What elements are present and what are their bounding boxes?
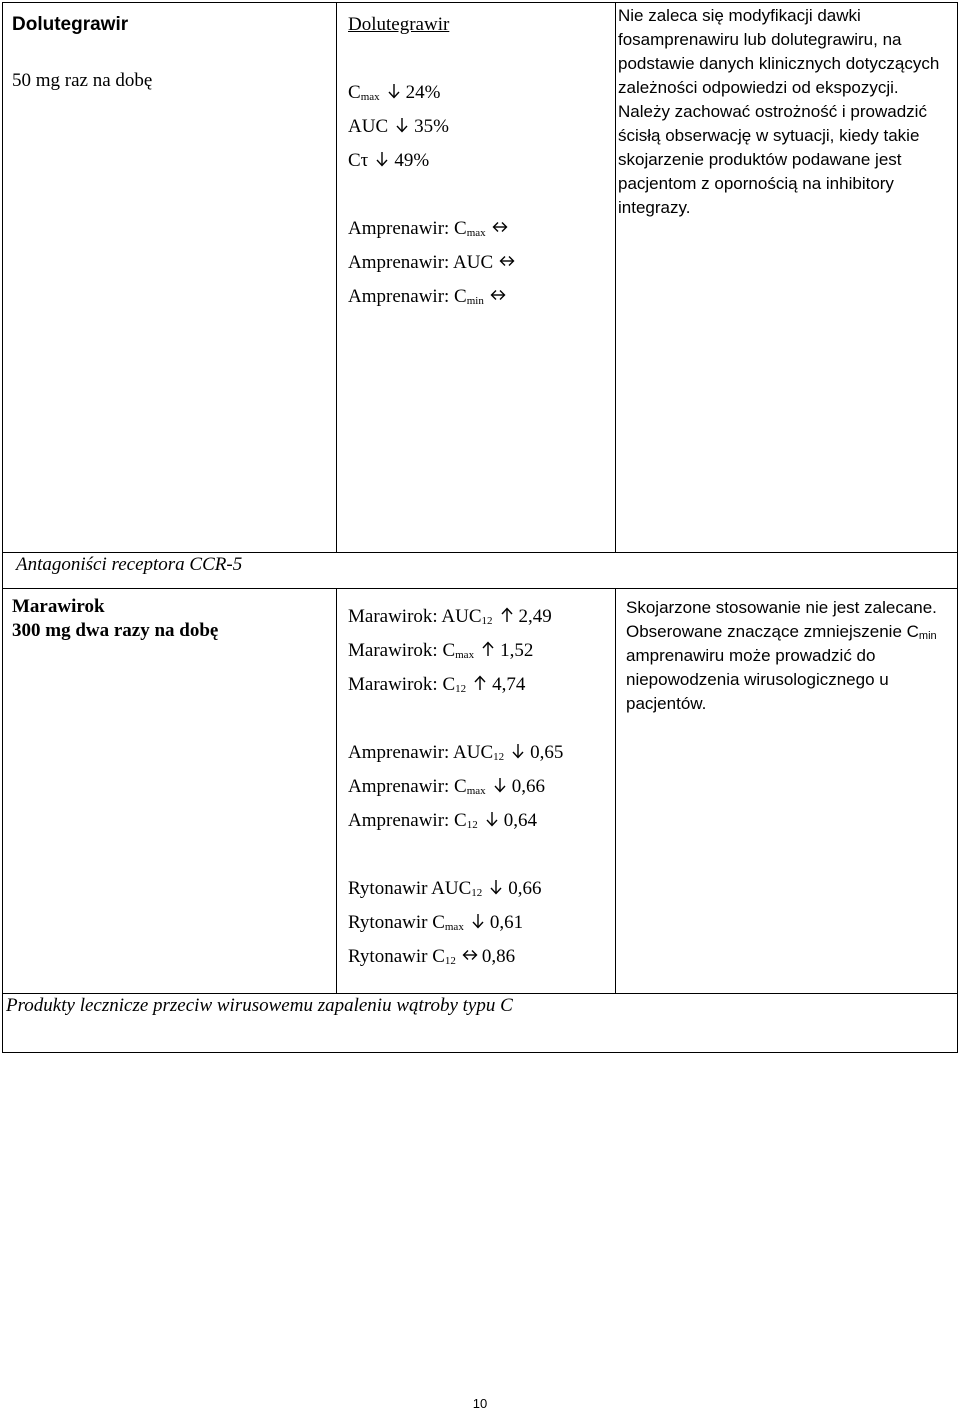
effect-subscript: 12 (455, 683, 467, 695)
effect-label: Marawirok: C (348, 640, 456, 661)
effect-value: 0,64 (503, 810, 537, 831)
effect-line (348, 640, 533, 662)
effect-label: AUC (348, 116, 389, 137)
effect-label: Amprenawir: AUC (348, 742, 494, 763)
up-arrow-icon (499, 607, 515, 623)
effect-value: 0,66 (511, 776, 545, 797)
effect-line (348, 82, 440, 104)
down-arrow-icon (394, 117, 410, 133)
effect-label: Amprenawir: C (348, 810, 467, 831)
effect-value: 1,52 (500, 640, 534, 661)
effect-subscript: max (360, 91, 380, 103)
column-divider-4 (615, 588, 616, 993)
effect-subscript: max (455, 649, 475, 661)
down-arrow-icon (374, 151, 390, 167)
effect-label: C (348, 82, 361, 103)
effect-label: Marawirok: AUC (348, 606, 482, 627)
effect-label: Amprenawir: C (348, 776, 467, 797)
effect-value: 0,61 (489, 912, 524, 933)
effect-line (348, 150, 429, 172)
effect-label: Amprenawir: C (348, 286, 467, 307)
up-arrow-icon (480, 641, 496, 657)
effect-line (348, 810, 537, 832)
effect-subscript: max (444, 921, 464, 933)
page-number: 10 (472, 1396, 488, 1411)
left-right-arrow-icon (499, 253, 515, 269)
effect-line (348, 218, 512, 240)
effect-value: 0,86 (481, 946, 516, 967)
recommendation-text-a: Skojarzone stosowanie nie jest zalecane. Obserowane znaczące zmniejszenie C (626, 598, 937, 641)
effect-label: Rytonawir C (348, 912, 445, 933)
effect-value: 0,66 (508, 878, 542, 899)
effect-label: Rytonawir C (348, 946, 445, 967)
row-divider-hcv-top (2, 993, 958, 994)
effect-subscript: 12 (444, 955, 456, 967)
effect-label: Amprenawir: C (348, 218, 467, 239)
effect-line (348, 912, 523, 934)
down-arrow-icon (484, 811, 500, 827)
row-divider-ccr5-top (2, 552, 958, 553)
effect-subscript: 12 (466, 819, 478, 831)
effect-label: Rytonawir AUC (348, 878, 472, 899)
recommendation-dolutegrawir: Nie zaleca się modyfikacji dawki fosamprenawiru lub dolutegrawiru, na podstawie danych klinicznych dotyczących zależności odpowiedzi od ekspozycji. Należy zachować ostrożność i prowadzić ścisłą obserwację w sytuacji, kiedy takie skojarzenie produktów podawane jest pacjentom z opornością na inhibitory integrazy. (618, 6, 940, 217)
effect-line (348, 116, 449, 138)
left-right-arrow-icon (462, 947, 478, 963)
effect-label: Amprenawir: AUC (348, 252, 494, 273)
down-arrow-icon (492, 777, 508, 793)
effect-line (348, 776, 545, 798)
section-title-hcv: Produkty lecznicze przeciw wirusowemu zapaleniu wątroby typu C (6, 995, 513, 1016)
left-right-arrow-icon (492, 219, 508, 235)
effect-label: Marawirok: C (348, 674, 456, 695)
recommendation-text-b: amprenawiru może prowadzić do niepowodzenia wirusologicznego u pacjentów. (626, 646, 889, 713)
section-title-ccr5: Antagoniści receptora CCR-5 (16, 554, 243, 575)
effect-line (348, 252, 519, 274)
effect-value: 2,49 (518, 606, 552, 627)
effect-value: 24% (405, 82, 441, 103)
effect-subscript: 12 (493, 751, 505, 763)
effect-label: Cτ (348, 150, 369, 171)
effect-value: 49% (394, 150, 430, 171)
column-divider-2 (615, 2, 616, 552)
effect-subscript: 12 (481, 615, 493, 627)
down-arrow-icon (488, 879, 504, 895)
column-divider-3 (336, 588, 337, 993)
effect-line (348, 742, 563, 764)
effect-value: 4,74 (492, 674, 526, 695)
recommendation-subscript: min (918, 630, 937, 642)
dose-marawirok: 300 mg dwa razy na dobę (12, 620, 219, 641)
effect-subscript: 12 (471, 887, 483, 899)
effect-line (348, 606, 552, 628)
effect-line (348, 878, 542, 900)
dose-dolutegrawir: 50 mg raz na dobę (12, 70, 153, 91)
effect-line (348, 674, 525, 696)
effect-value: 0,65 (530, 742, 564, 763)
recommendation-marawirok (626, 596, 944, 716)
effect-subscript: max (466, 227, 486, 239)
effect-line (348, 286, 510, 308)
down-arrow-icon (386, 83, 402, 99)
drug-name-dolutegrawir: Dolutegrawir (12, 14, 129, 35)
effect-value: 35% (414, 116, 449, 137)
drug-name-marawirok: Marawirok (12, 596, 105, 617)
left-right-arrow-icon (490, 287, 506, 303)
column-divider-1 (336, 2, 337, 552)
down-arrow-icon (510, 743, 526, 759)
effect-line (348, 946, 515, 968)
effect-subscript: max (466, 785, 486, 797)
down-arrow-icon (470, 913, 486, 929)
up-arrow-icon (472, 675, 488, 691)
row-divider-ccr5-bottom (2, 588, 958, 589)
effect-subscript: min (466, 295, 484, 307)
effects-header-dolutegrawir: Dolutegrawir (348, 14, 450, 35)
